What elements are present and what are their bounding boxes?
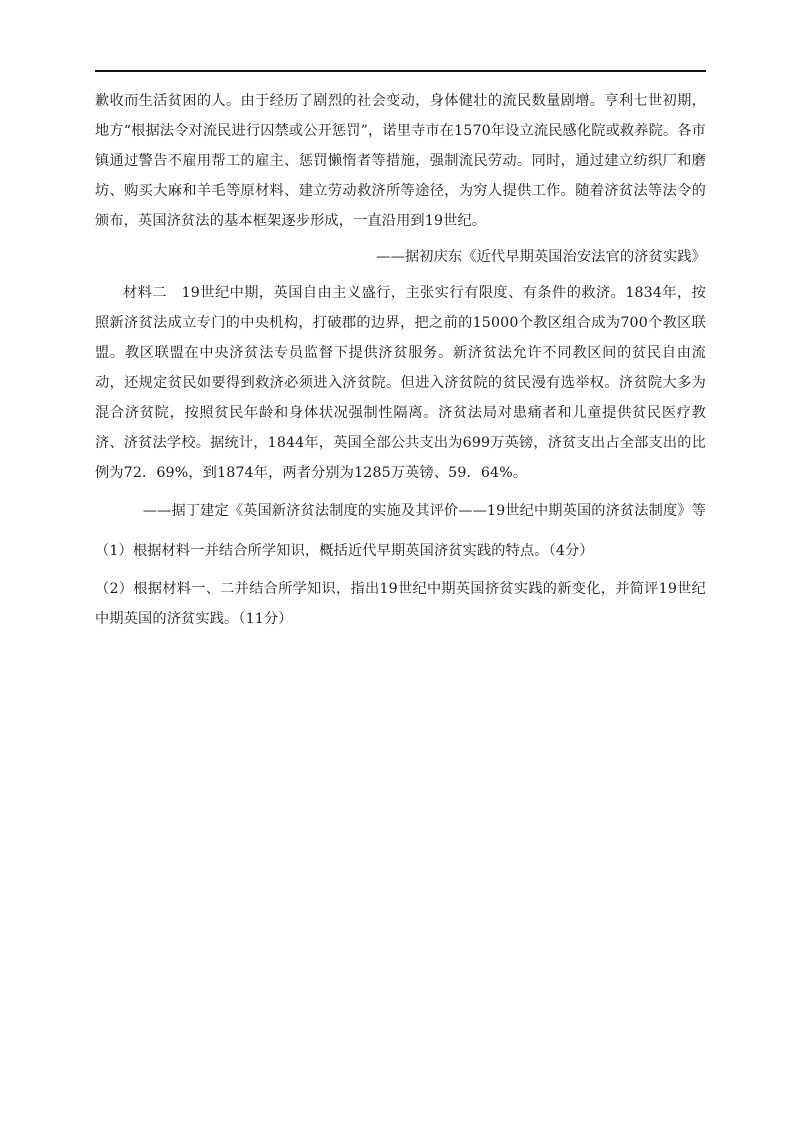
document-body (95, 86, 706, 634)
material-two-source: ——据丁建定《英国新济贫法制度的实施及其评价——19世纪中期英国的济贫法制度》等 (142, 503, 706, 519)
question-1: （1）根据材料一并结合所学知识，概括近代早期英国济贫实践的特点。（4分） (95, 543, 594, 559)
material-one-source: ——据初庆东《近代早期英国治安法官的济贫实践》 (376, 249, 706, 265)
question-2: （2）根据材料一、二并结合所学知识，指出19世纪中期英国挤贫实践的新变化，并简评19世纪中期英国的济贫实践。（11分） (95, 581, 706, 627)
material-one-text: 歉收而生活贫困的人。由于经历了剧烈的社会变动，身体健壮的流民数量剧增。亨利七世初期，地方“根据法令对流民进行囚禁或公开惩罚”，诺里寺市在1570年设立流民感化院或救养院。各市镇通过警告不雇用帮工的雇主、惩罚懒惰者等措施，强制流民劳动。同时，通过建立纺织厂和磨坊、购买大麻和羊毛等原材料、建立劳动救济所等途径，为穷人提供工作。随着济贫法等法令的颁布，英国济贫法的基本框架逐步形成，一直沿用到19世纪。 (95, 93, 706, 229)
material-two-text: 材料二 19世纪中期，英国自由主义盛行，主张实行有限度、有条件的救济。1834年，按照新济贫法成立专门的中央机构，打破郡的边界，把之前的15000个教区组合成为700个教区联盟。教区联盟在中央济贫法专员监督下提供济贫服务。新济贫法允许不同教区间的贫民自由流动，还规定贫民如要得到救济必须进入济贫院。但进入济贫院的贫民漫有选举权。济贫院大多为混合济贫院，按照贫民年龄和身体状况强制性隔离。济贫法局对患痛者和儿童提供贫民医疗教济、济贫法学校。据统计，1844年，英国全部公共支出为699万英镑，济贫支出占全部支出的比例为72．69%，到1874年，两者分别为1285万英镑、59．64%。 (95, 285, 706, 481)
header-rule (95, 70, 706, 72)
